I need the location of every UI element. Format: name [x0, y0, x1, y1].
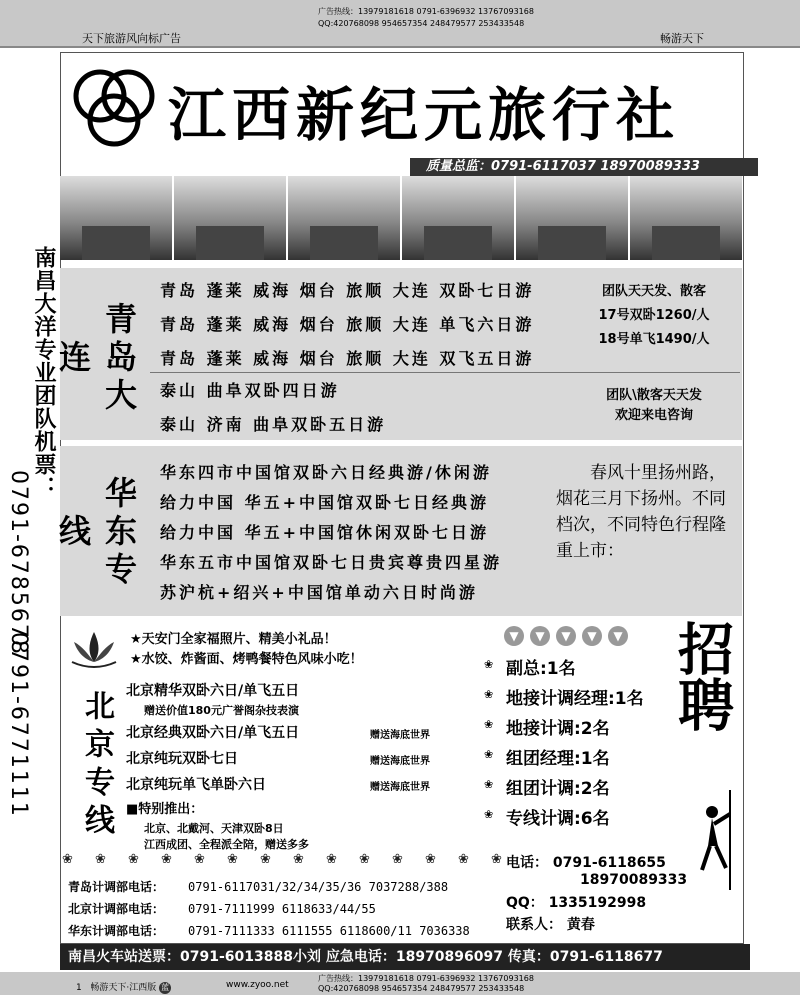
landmark-photo: [174, 176, 286, 260]
flower-icon: ❀: [484, 658, 494, 671]
flower-icon: ❀: [484, 778, 494, 791]
tour-item: 给力中国 华五+中国馆双卧七日经典游: [160, 493, 489, 512]
climber-icon: [690, 790, 740, 890]
arrow-row: [504, 626, 628, 646]
flower-icon: ❀: [484, 808, 494, 821]
job-item: 地接计调经理:1名: [506, 689, 644, 709]
bottom-contact-bar: 南昌火车站送票：0791-6013888小刘 应急电话：18970896097 传真：0791-6118677: [60, 944, 750, 970]
flower-icon: ❀: [326, 852, 337, 867]
tour-item: 青岛 蓬莱 威海 烟台 旅顺 大连 双飞五日游: [160, 349, 535, 368]
special-item-2: 江西成团、全程派全陪，赠送多多: [144, 838, 309, 851]
dept-phone-row: [68, 900, 376, 917]
beijing-extra-1: ★天安门全家福照片、精美小礼品！: [130, 632, 337, 647]
job-item: 副总:1名: [506, 659, 576, 679]
qingdao-note-2: [584, 386, 724, 426]
flower-icon: ❀: [194, 852, 205, 867]
beijing-tour-2: 北京经典双卧六日/单飞五日: [126, 725, 300, 741]
note-line: 团队\散客天天发: [606, 388, 702, 403]
beijing-tour-1-sub: 赠送价值180元广誉阁杂技表演: [144, 704, 299, 717]
quality-director-bar: 质量总监：0791-6117037 18970089333: [410, 158, 758, 176]
page-number: 1: [76, 983, 82, 993]
ad-hotline-line2: QQ:420768098 954657354 248479577 253433548: [318, 19, 525, 28]
job-item: 组团经理:1名: [506, 749, 610, 769]
gift-label: 赠送海底世界: [370, 756, 430, 767]
qingdao-region-label: 青岛大连: [54, 302, 138, 416]
ad-hotline-line1: 广告热线：13979181618 0791-6396932 13767093168: [318, 7, 534, 16]
photo-strip: [60, 176, 742, 260]
huadong-region-label: 华东专线: [54, 476, 138, 590]
landmark-photo: [60, 176, 172, 260]
footer-hotline: [318, 974, 534, 994]
flower-icon: ❀: [484, 748, 494, 761]
tour-item: 华东四市中国馆双卧六日经典游/休闲游: [160, 463, 492, 482]
flower-icon: ❀: [227, 852, 238, 867]
down-arrow-icon: ▼: [608, 626, 628, 646]
flower-icon: ❀: [359, 852, 370, 867]
special-item-1: 北京、北戴河、天津双卧8日: [144, 822, 284, 835]
job-item: 地接计调:2名: [506, 719, 610, 739]
tour-item: 苏沪杭+绍兴+中国馆单动六日时尚游: [160, 583, 478, 602]
beijing-tour-1: 北京精华双卧六日/单飞五日: [126, 683, 300, 699]
edition-badge: 蓝: [161, 983, 170, 992]
footer-hotline-line1: 广告热线：13979181618 0791-6396932 13767093168: [318, 974, 534, 983]
header-right-text: 畅游天下: [660, 32, 704, 45]
landmark-photo: [630, 176, 742, 260]
side-phone-2: 0791-6771111: [6, 632, 31, 818]
beijing-extra-2: ★水饺、炸酱面、烤鸭餐特色风味小吃！: [130, 652, 363, 667]
special-title: ■特别推出：: [126, 802, 204, 817]
recruit-qq: QQ： 1335192998: [506, 895, 647, 911]
down-arrow-icon: ▼: [556, 626, 576, 646]
flower-icon: ❀: [484, 718, 494, 731]
dept-phone-row: [68, 878, 448, 895]
rings-logo-icon: [68, 62, 160, 154]
flower-icon: ❀: [293, 852, 304, 867]
down-arrow-icon: ▼: [582, 626, 602, 646]
flower-icon: ❀: [260, 852, 271, 867]
recruit-tel: 电话： 0791-6118655: [506, 855, 666, 871]
flower-icon: ❀: [425, 852, 436, 867]
note-line: 17号双卧1260/人: [598, 308, 710, 323]
beijing-tour-4: 北京纯玩单飞单卧六日: [126, 777, 266, 793]
flower-icon: ❀: [484, 688, 494, 701]
tour-item: 青岛 蓬莱 威海 烟台 旅顺 大连 单飞六日游: [160, 315, 535, 334]
note-line: 欢迎来电咨询: [614, 408, 693, 423]
job-item: 组团计调:2名: [506, 779, 610, 799]
tour-item: 给力中国 华五+中国馆休闲双卧七日游: [160, 523, 489, 542]
down-arrow-icon: ▼: [504, 626, 524, 646]
recruit-mobile: 18970089333: [580, 872, 688, 888]
down-arrow-icon: ▼: [530, 626, 550, 646]
lotus-icon: [70, 628, 118, 670]
flower-icon: ❀: [392, 852, 403, 867]
gift-label: 赠送海底世界: [370, 730, 430, 741]
dept-phone-row: [68, 922, 470, 939]
gift-label: 赠送海底世界: [370, 782, 430, 793]
section-divider: [150, 372, 740, 373]
side-ticket-text: 南昌大洋专业团队机票：: [31, 246, 56, 499]
note-line: 18号单飞1490/人: [598, 332, 710, 347]
footer-hotline-line2: QQ:420768098 954657354 248479577 253433548: [318, 984, 525, 993]
tour-item: 泰山 济南 曲阜双卧五日游: [160, 415, 387, 434]
header-left-text: 天下旅游风向标广告: [82, 32, 181, 45]
qingdao-note-1: [584, 280, 724, 352]
footer-bar: [0, 972, 800, 995]
dept-number: 0791-7111333 6111555 6118600/11 7036338: [188, 924, 470, 938]
side-phone-1: 0791-6785678: [6, 470, 31, 656]
landmark-photo: [402, 176, 514, 260]
job-item: 专线计调:6名: [506, 809, 610, 829]
tour-item: 华东五市中国馆双卧七日贵宾尊贵四星游: [160, 553, 503, 572]
footer-page-brand: [76, 980, 171, 994]
flower-icon: ❀: [491, 852, 502, 867]
recruit-heading: 招聘: [669, 620, 735, 732]
flower-icon: ❀: [458, 852, 469, 867]
flower-icon: ❀: [62, 852, 73, 867]
tour-item: 青岛 蓬莱 威海 烟台 旅顺 大连 双卧七日游: [160, 281, 535, 300]
ad-hotline: [318, 6, 534, 30]
top-header-bar: [0, 0, 800, 48]
dept-number: 0791-7111999 6118633/44/55: [188, 902, 376, 916]
flower-decoration-row: [62, 852, 502, 868]
dept-label: 青岛计调部电话：: [68, 880, 165, 894]
flower-icon: ❀: [128, 852, 139, 867]
dept-number: 0791-6117031/32/34/35/36 7037288/388: [188, 880, 449, 894]
dept-label: 华东计调部电话：: [68, 924, 165, 938]
flower-icon: ❀: [161, 852, 172, 867]
tour-item: 泰山 曲阜双卧四日游: [160, 381, 340, 400]
note-line: 团队天天发、散客: [601, 284, 706, 299]
agency-title: 江西新纪元旅行社: [168, 81, 681, 149]
landmark-photo: [516, 176, 628, 260]
beijing-region-label: 北京专线: [79, 690, 114, 842]
yangzhou-slogan: 春风十里扬州路，烟花三月下扬州。不同档次，不同特色行程隆重上市：: [556, 463, 726, 561]
footer-site[interactable]: www.zyoo.net: [226, 980, 289, 990]
flower-icon: ❀: [95, 852, 106, 867]
dept-label: 北京计调部电话：: [68, 902, 165, 916]
footer-brand: 畅游天下·江西版: [90, 983, 157, 993]
beijing-tour-3: 北京纯玩双卧七日: [126, 751, 238, 767]
recruit-contact: 联系人： 黄春: [506, 917, 595, 933]
landmark-photo: [288, 176, 400, 260]
